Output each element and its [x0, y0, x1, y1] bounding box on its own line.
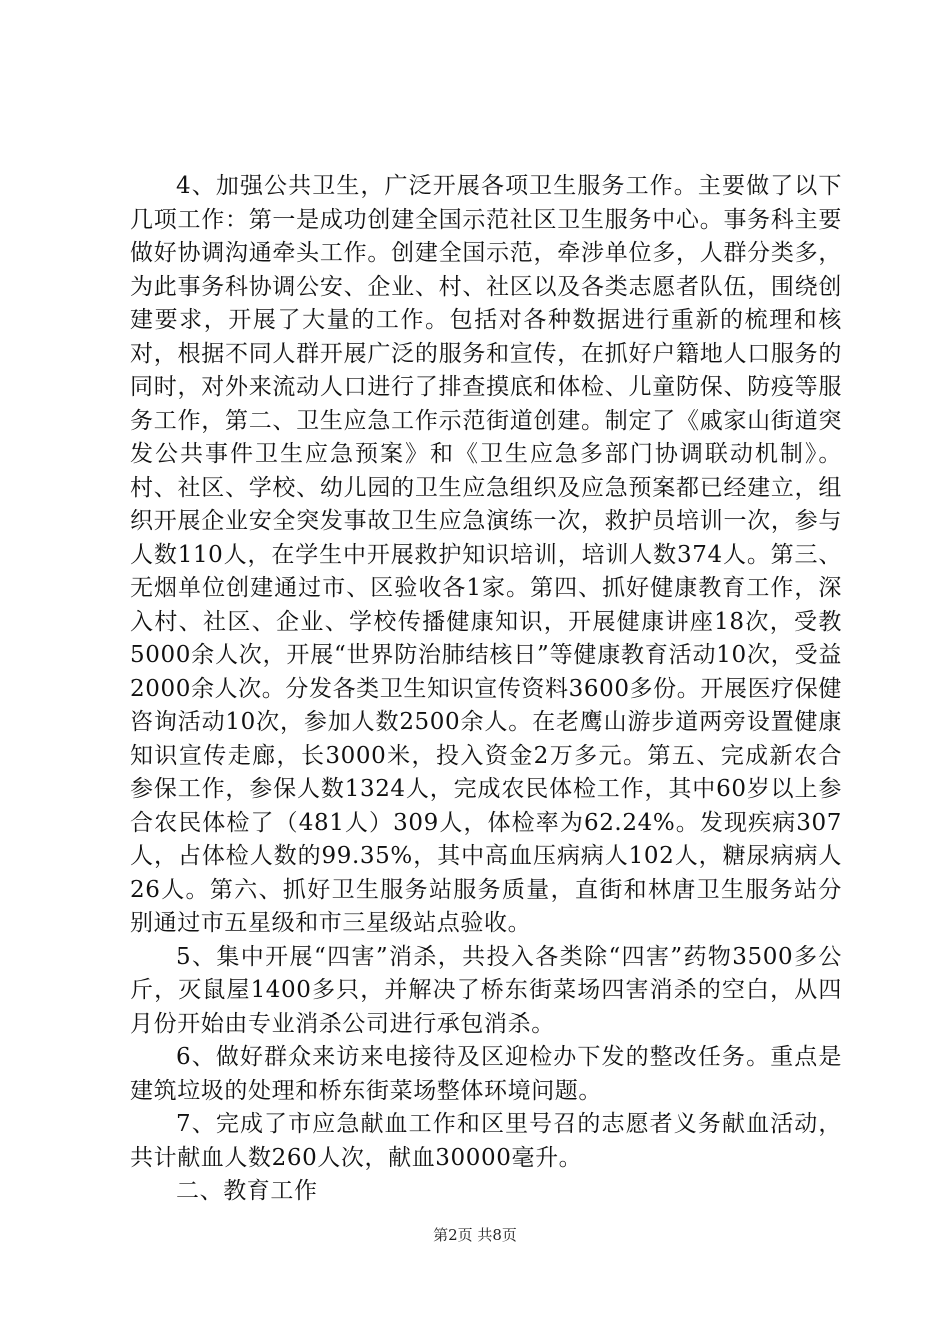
section-heading-education: 二、教育工作	[176, 1178, 318, 1204]
document-body	[130, 170, 842, 1209]
paragraph-public-health: 4、加强公共卫生，广泛开展各项卫生服务工作。主要做了以下几项工作：第一是成功创建全国示范社区卫生服务中心。事务科主要做好协调沟通牵头工作。创建全国示范，牵涉单位多，人群分类多，为此事务科协调公安、企业、村、社区以及各类志愿者队伍，围绕创建要求，开展了大量的工作。包括对各种数据进行重新的梳理和核对，根据不同人群开展广泛的服务和宣传，在抓好户籍地人口服务的同时，对外来流动人口进行了排查摸底和体检、儿童防保、防疫等服务工作，第二、卫生应急工作示范街道创建。制定了《戚家山街道突发公共事件卫生应急预案》和《卫生应急多部门协调联动机制》。村、社区、学校、幼儿园的卫生应急组织及应急预案都已经建立，组织开展企业安全突发事故卫生应急演练一次，救护员培训一次，参与人数110人，在学生中开展救护知识培训，培训人数374人。第三、无烟单位创建通过市、区验收各1家。第四、抓好健康教育工作，深入村、社区、企业、学校传播健康知识，开展健康讲座18次，受教5000余人次，开展“世界防治肺结核日”等健康教育活动10次，受益2000余人次。分发各类卫生知识宣传资料3600多份。开展医疗保健咨询活动10次，参加人数2500余人。在老鹰山游步道两旁设置健康知识宣传走廊，长3000米，投入资金2万多元。第五、完成新农合参保工作，参保人数1324人，完成农民体检工作，其中60岁以上参合农民体检了（481人）309人，体检率为62.24%。发现疾病307人，占体检人数的99.35%，其中高血压病病人102人，糖尿病病人26人。第六、抓好卫生服务站服务质量，直街和林唐卫生服务站分别通过市五星级和市三星级站点验收。	[130, 173, 842, 936]
paragraph-visitor-reception: 6、做好群众来访来电接待及区迎检办下发的整改任务。重点是建筑垃圾的处理和桥东街菜场整体环境问题。	[130, 1044, 842, 1104]
paragraph-pest-control: 5、集中开展“四害”消杀，共投入各类除“四害”药物3500多公斤，灭鼠屋1400多只，并解决了桥东街菜场四害消杀的空白，从四月份开始由专业消杀公司进行承包消杀。	[130, 943, 842, 1037]
page-number-footer: 第2页 共8页	[433, 1226, 517, 1244]
paragraph-blood-donation: 7、完成了市应急献血工作和区里号召的志愿者义务献血活动，共计献血人数260人次，献血30000毫升。	[130, 1111, 842, 1171]
